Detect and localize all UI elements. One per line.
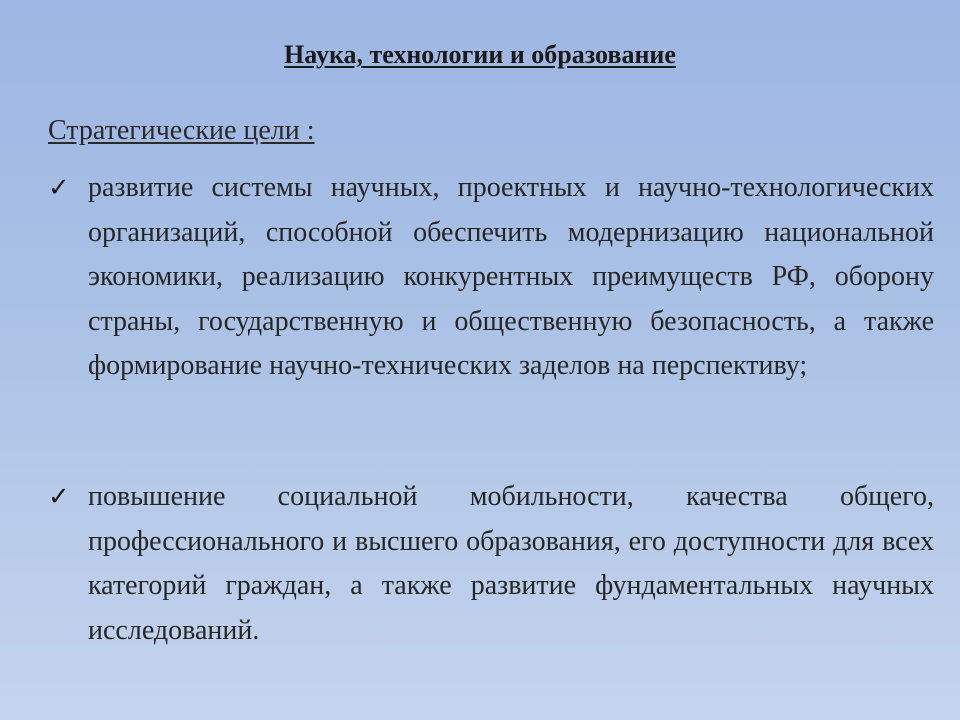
slide-title xyxy=(0,40,960,70)
bullet-text: развитие системы научных, проектных и научно-технологических организаций, способной обеспечить модернизацию национальной экономики, реализацию конкурентных преимуществ РФ, оборону страны, государственную и общественную безопасность, а также формирование научно-технических заделов на перспективу; xyxy=(88,172,934,381)
bullet-text: повышение социальной мобильности, качества общего, профессионального и высшего образования, его доступности для всех категорий граждан, а также развитие фундаментальных научных исследований. xyxy=(88,481,934,646)
slide-title-text: Наука, технологии и образование xyxy=(284,40,676,69)
checkmark-icon: ✓ xyxy=(48,173,70,202)
bullet-item xyxy=(48,475,934,653)
checkmark-icon: ✓ xyxy=(48,482,70,511)
slide-subtitle: Стратегические цели : xyxy=(48,115,315,146)
bullet-item xyxy=(48,166,934,389)
